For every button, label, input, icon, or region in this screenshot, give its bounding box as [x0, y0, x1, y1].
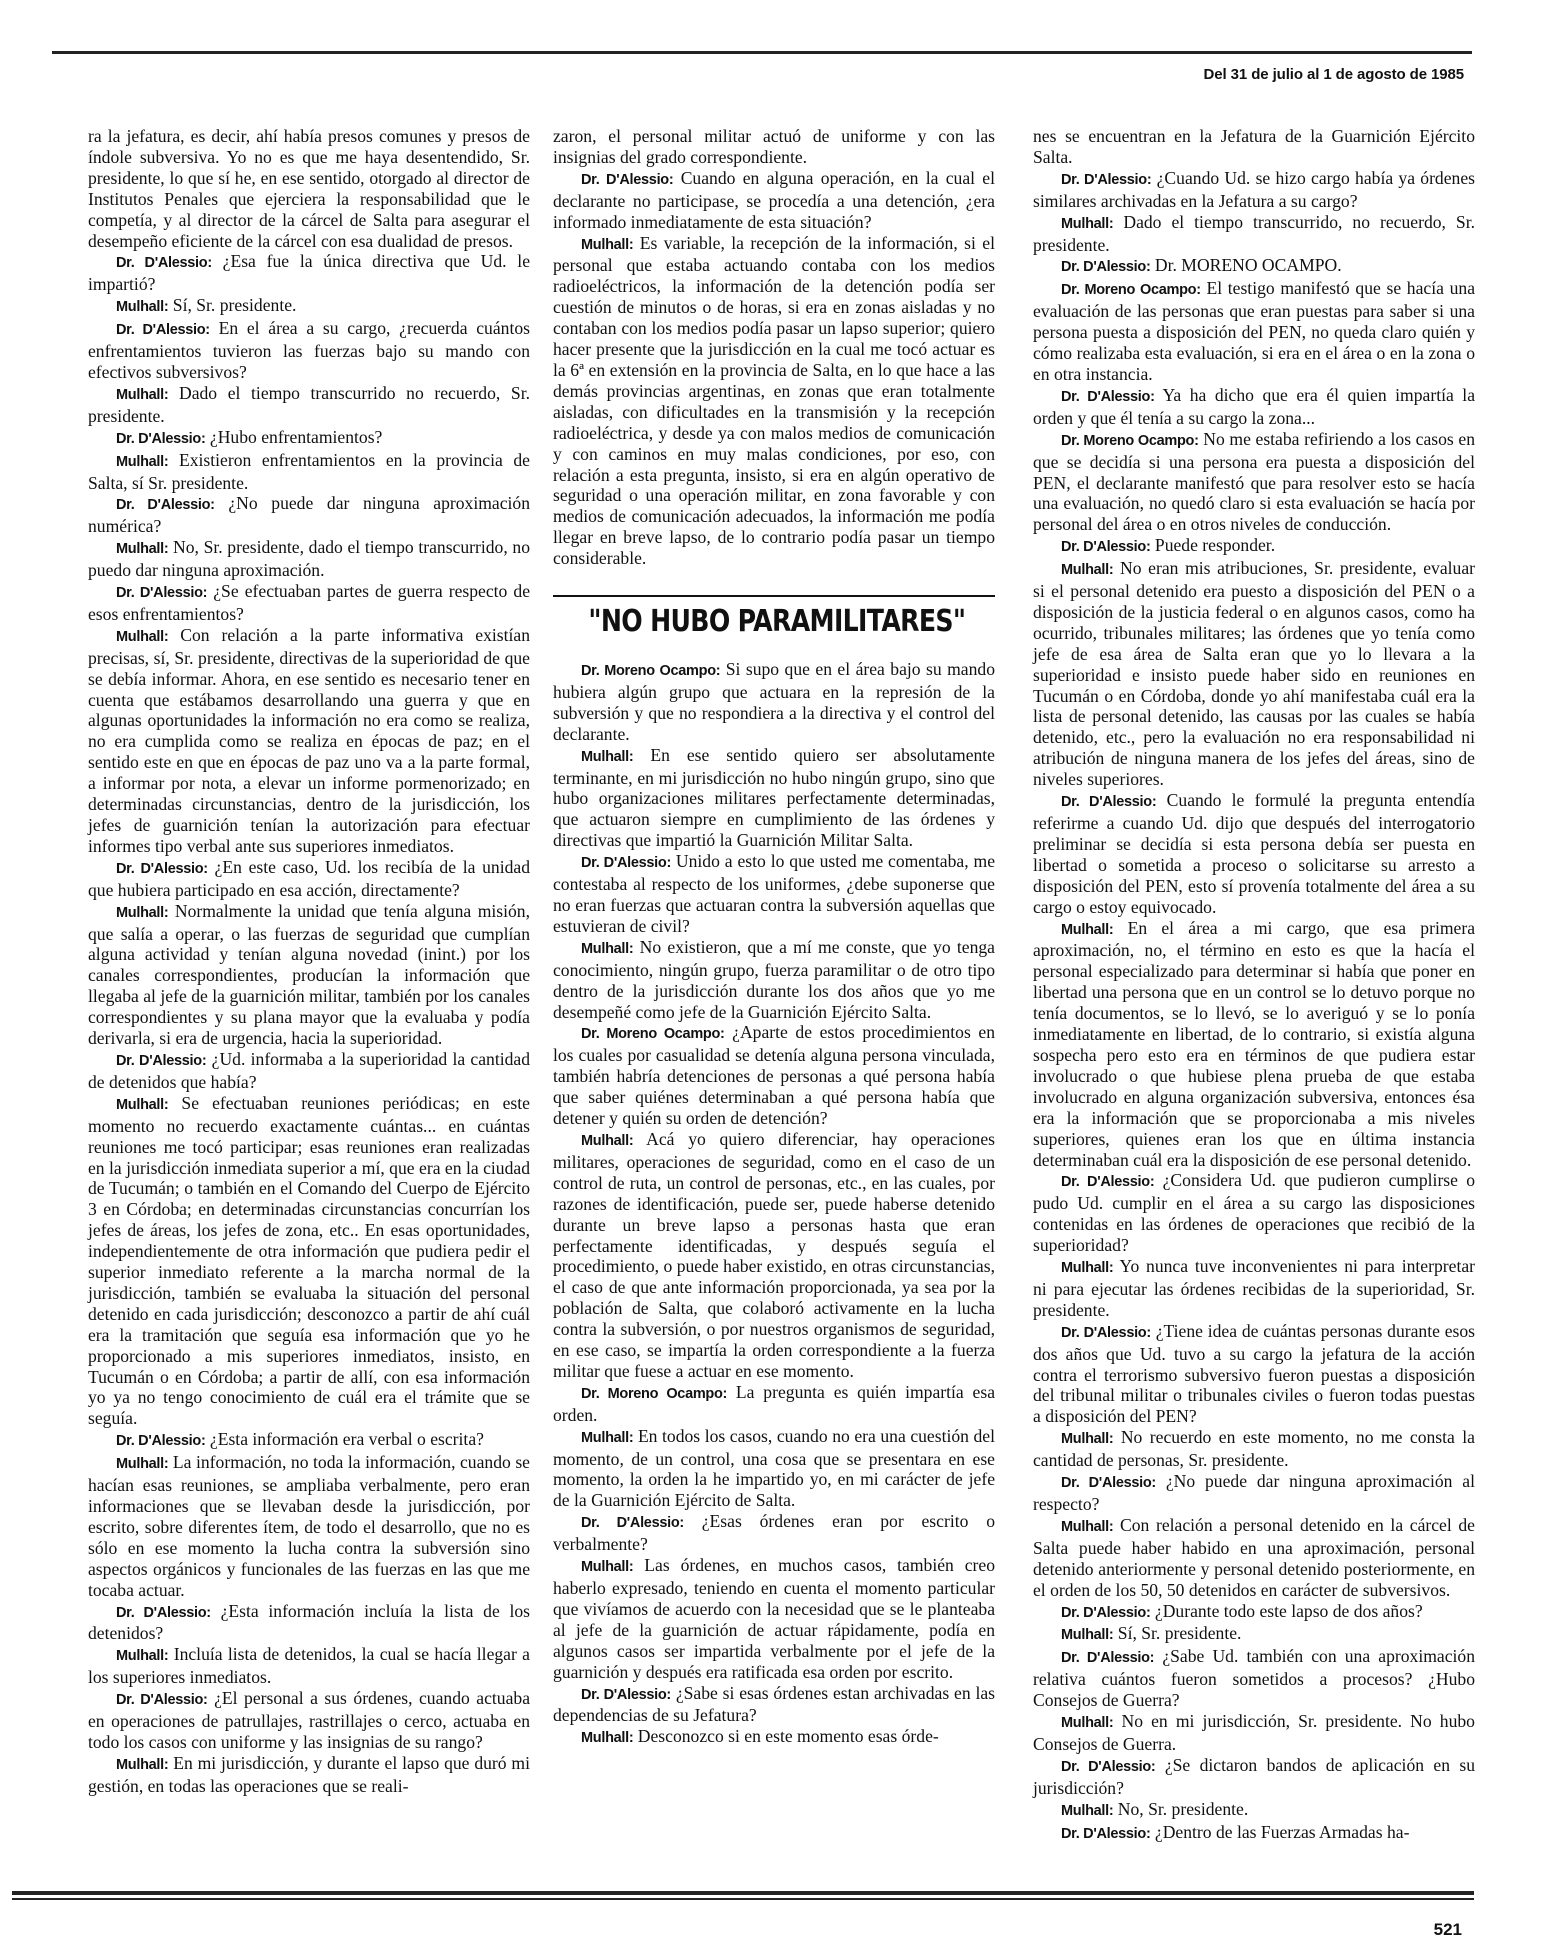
speaker-label: Dr. D'Alessio:: [1061, 539, 1151, 556]
paragraph-text: Sí, Sr. presidente.: [1117, 1623, 1242, 1644]
paragraph-text: ¿El personal a sus órdenes, cuando actuaba en operaciones de patrullajes, rastrillajes o cerco, actuaba en todo los casos con uniforme y las insignias de su rango?: [88, 1688, 531, 1752]
paragraph-text: Ya ha dicho que era él quien impartía la orden y que él tenía a su cargo la zona...: [1033, 384, 1476, 428]
speaker-label: Dr. Moreno Ocampo:: [1061, 432, 1199, 449]
transcript-paragraph: [553, 233, 995, 570]
speaker-label: Mulhall:: [581, 1559, 634, 1576]
paragraph-text: ¿Cuando Ud. se hizo cargo había ya órdenes similares archivadas en la Jefatura a su cargo?: [1033, 167, 1475, 211]
transcript-paragraph: [553, 659, 995, 745]
text-column-1: [88, 126, 530, 1797]
speaker-label: Mulhall:: [581, 1730, 634, 1747]
paragraph-text: Cuando en alguna operación, en la cual el declarante no participase, se procedía a una detención, ¿era informado inmediatamente de esta situación?: [553, 167, 995, 232]
paragraph-text: ¿Considera Ud. que pudieron cumplirse o pudo Ud. cumplir en el área a su cargo las disposiciones contenidas en las órdenes de operaciones que recibió de la superioridad?: [1033, 1170, 1475, 1256]
transcript-paragraph: [553, 168, 995, 233]
transcript-paragraph: [553, 851, 995, 937]
transcript-paragraph: [1033, 1321, 1475, 1428]
speaker-label: Dr. D'Alessio:: [116, 1692, 208, 1709]
paragraph-text: ¿Dentro de las Fuerzas Armadas ha-: [1154, 1821, 1410, 1842]
speaker-label: Mulhall:: [116, 1096, 169, 1113]
speaker-label: Mulhall:: [1061, 1627, 1114, 1644]
paragraph-text: ¿Esa fue la única directiva que Ud. le impartió?: [88, 251, 530, 295]
section-heading-text: "NO HUBO PARAMILITARES": [588, 604, 966, 640]
page-number: 521: [1433, 1920, 1462, 1939]
speaker-label: Dr. D'Alessio:: [116, 322, 210, 339]
transcript-paragraph: [553, 1022, 995, 1129]
transcript-paragraph: [88, 493, 530, 537]
speaker-label: Mulhall:: [581, 1132, 634, 1149]
transcript-paragraph: [1033, 1646, 1475, 1711]
paragraph-text: Se efectuaban reuniones periódicas; en este momento no recuerdo exactamente cuántas... en cuántas reuniones me tocó participar; esas reuniones eran realizadas en la jurisdicción inmediata superior a mí, que era en la ciudad de Tucumán; o también en el Comando del Cuerpo de Ejército 3 en Córdoba; en determinadas circunstancias concurrían los jefes de áreas, los jefes de zona, etc.. En esas oportunidades, independientemente de otra información que pudiera pedir el superior inmediato referente a la marcha normal de la jurisdicción, también se evaluaba la situación del personal detenido en cada jurisdicción; desconozco a partir de ahí cuál era la tramitación que seguía esa información que yo he proporcionado a mis superiores inmediatos, insisto, en Tucumán o en Córdoba; a partir de allí, con esa información yo ya no tengo conocimiento de cuál era el trámite que se seguía.: [88, 1092, 530, 1429]
paragraph-text: Acá yo quiero diferenciar, hay operaciones militares, operaciones de seguridad, como en el caso de un control de ruta, un control de personas, etc., en las cuales, por razones de identificación, puede ser, puede haberse detenido durante un breve lapso a personas hasta que eran perfectamente identificadas, y después seguía el procedimiento, o puede haber existido, en otras circunstancias, el caso de que ante información proporcionada, ya sea por la población de Salta, que colaboró activamente en la lucha contra la subversión, o por nuestros organismos de seguridad, en ese caso, se impartía la orden correspondiente a la fuerza militar que fuese a actuar en ese momento.: [553, 1128, 996, 1381]
speaker-label: Dr. Moreno Ocampo:: [581, 663, 721, 680]
paragraph-text: Existieron enfrentamientos en la provincia de Salta, sí Sr. presidente.: [88, 449, 530, 493]
speaker-label: Mulhall:: [1061, 1431, 1114, 1448]
speaker-label: Mulhall:: [1061, 921, 1114, 938]
transcript-paragraph: [88, 1753, 530, 1797]
speaker-label: Mulhall:: [116, 299, 169, 316]
transcript-paragraph: [1033, 535, 1475, 558]
paragraph-text: En mi jurisdicción, y durante el lapso que duró mi gestión, en todas las operaciones que se reali-: [88, 1752, 530, 1796]
speaker-label: Dr. D'Alessio:: [116, 585, 208, 602]
transcript-paragraph: [88, 1049, 530, 1093]
transcript-paragraph: [1033, 1711, 1475, 1755]
paragraph-text: ¿No puede dar ninguna aproximación numérica?: [88, 493, 530, 537]
paragraph-text: La información, no toda la información, cuando se hacían esas reuniones, se ampliaba verbalmente, pero eran informaciones que se llevaban desde la jurisdicción, por escrito, sobre diferentes ítem, de todo el desarrollo, que no es sólo en ese momento la lucha contra la subversión sino aspectos orgánicos y funcionales de las fuerzas en las que me tocaba actuar.: [88, 1452, 530, 1600]
transcript-paragraph: [1033, 255, 1475, 278]
speaker-label: Mulhall:: [116, 453, 169, 470]
paragraph-text: La pregunta es quién impartía esa orden.: [553, 1381, 996, 1425]
paragraph-text: ¿Ud. informaba a la superioridad la cantidad de detenidos que había?: [88, 1048, 531, 1092]
paragraph-text: Las órdenes, en muchos casos, también creo haberlo expresado, teniendo en cuenta el momento particular que vivíamos de acuerdo con la necesidad que se le planteaba al jefe de la guarnición de actuar rápidamente, podía en algunos casos ser impartida verbalmente por el jefe de la guarnición y después era ratificada esa orden por escrito.: [553, 1555, 995, 1682]
paragraph-text: ¿Hubo enfrentamientos?: [209, 426, 383, 447]
paragraph-text: Puede responder.: [1154, 535, 1276, 556]
paragraph-text: Dr. MORENO OCAMPO.: [1154, 255, 1342, 276]
transcript-paragraph: [88, 581, 530, 625]
paragraph-text: ¿Esta información incluía la lista de los detenidos?: [88, 1600, 531, 1644]
transcript-paragraph: [1033, 1515, 1475, 1601]
transcript-paragraph: [1033, 1755, 1475, 1799]
paragraph-text: En todos los casos, cuando no era una cuestión del momento, de un control, una cosa que se presentara en ese momento, la orden la he impartido yo, en mi carácter de jefe de la Guarnición Ejército de Salta.: [553, 1425, 995, 1511]
transcript-paragraph: [88, 537, 530, 581]
transcript-paragraph: [553, 1382, 995, 1426]
speaker-label: Dr. D'Alessio:: [1061, 1650, 1155, 1667]
paragraph-text: zaron, el personal militar actuó de uniforme y con las insignias del grado correspondiente.: [553, 126, 995, 167]
paragraph-text: Con relación a la parte informativa existían precisas, sí, Sr. presidente, directivas de la superioridad de que se debía informar. Ahora, en ese sentido es necesario tener en cuenta que estábamos desarrollando una guerra y que en algunas oportunidades la información no era como se realiza, no era cumplida como se realiza en épocas de paz; en el sentido este en que en épocas de paz uno va a la parte formal, a informar por nota, a elevar un informe pormenorizado; en determinadas circunstancias, dentro de la jurisdicción, los jefes de guarnición tenían la autorización para efectuar informes tipo verbal ante sus superiores inmediatos.: [88, 624, 530, 856]
transcript-paragraph: [88, 295, 530, 318]
bottom-rule: [12, 1891, 1474, 1895]
speaker-label: Dr. D'Alessio:: [1061, 1604, 1151, 1621]
speaker-label: Mulhall:: [1061, 215, 1114, 232]
speaker-label: Mulhall:: [116, 386, 169, 403]
speaker-label: Mulhall:: [116, 541, 169, 558]
issue-date: Del 31 de julio al 1 de agosto de 1985: [1203, 66, 1464, 83]
speaker-label: Dr. D'Alessio:: [581, 171, 674, 188]
paragraph-text: Sí, Sr. presidente.: [172, 295, 297, 316]
speaker-label: Dr. D'Alessio:: [116, 255, 212, 272]
paragraph-text: En el área a mi cargo, que esa primera aproximación, no, el término en esto es que la hacía el personal especializado para determinar si había que poner en libertad una persona que en un control se lo detuvo porque no tenía documentos, se lo llevó, se lo averiguó y se lo ponía inmediatamente en libertad, de lo contrario, si existía alguna sospecha pero esto era en términos de que pudiera estar involucrado o que hubiese plena prueba de que estaba involucrado en alguna organización subversiva, entonces ésa era la información que se proporcionaba a mis niveles superiores, quienes eran los que en última instancia determinaban cuál era la disposición de ese personal detenido.: [1033, 917, 1475, 1170]
speaker-label: Dr. D'Alessio:: [581, 1515, 684, 1532]
transcript-paragraph: [88, 901, 530, 1049]
bottom-rule-thin: [12, 1898, 1474, 1900]
paragraph-text: ¿Se efectuaban partes de guerra respecto de esos enfrentamientos?: [88, 581, 530, 624]
transcript-paragraph: [1033, 790, 1475, 917]
speaker-label: Dr. D'Alessio:: [1061, 259, 1151, 276]
paragraph-text: Si supo que en el área bajo su mando hubiera algún grupo que actuara en la represión de la subversión y que no respondiera a la directiva y el control del declarante.: [553, 659, 995, 744]
speaker-label: Mulhall:: [116, 628, 169, 645]
paragraph-text: ¿No puede dar ninguna aproximación al respecto?: [1033, 1471, 1476, 1514]
paragraph-text: Incluía lista de detenidos, la cual se hacía llegar a los superiores inmediatos.: [88, 1644, 530, 1688]
transcript-paragraph: [1033, 1799, 1475, 1822]
speaker-label: Mulhall:: [1061, 1518, 1114, 1535]
transcript-paragraph: [1033, 558, 1475, 790]
transcript-paragraph: [1033, 385, 1475, 429]
speaker-label: Mulhall:: [1061, 562, 1114, 579]
transcript-paragraph: [88, 1601, 530, 1645]
transcript-paragraph: [1033, 1427, 1475, 1471]
speaker-label: Dr. D'Alessio:: [1061, 1475, 1156, 1492]
speaker-label: Dr. D'Alessio:: [1061, 1324, 1151, 1341]
speaker-label: Mulhall:: [1061, 1715, 1114, 1732]
speaker-label: Mulhall:: [581, 748, 634, 765]
paragraph-text: No en mi jurisdicción, Sr. presidente. No hubo Consejos de Guerra.: [1033, 1711, 1475, 1754]
transcript-paragraph: [88, 1429, 530, 1452]
speaker-label: Mulhall:: [116, 904, 169, 921]
paragraph-text: ¿Durante todo este lapso de dos años?: [1154, 1600, 1423, 1621]
transcript-paragraph: [553, 126, 995, 168]
speaker-label: Dr. D'Alessio:: [1061, 794, 1157, 811]
speaker-label: Mulhall:: [116, 1648, 169, 1665]
speaker-label: Mulhall:: [1061, 1260, 1114, 1277]
paragraph-text: ¿Se dictaron bandos de aplicación en su jurisdicción?: [1033, 1754, 1475, 1798]
transcript-paragraph: [1033, 1822, 1475, 1845]
paragraph-text: No, Sr. presidente.: [1117, 1798, 1249, 1819]
speaker-label: Mulhall:: [1061, 1802, 1114, 1819]
paragraph-text: nes se encuentran en la Jefatura de la Guarnición Ejército Salta.: [1033, 126, 1475, 167]
paragraph-text: ¿En este caso, Ud. los recibía de la unidad que hubiera participado en esa acción, directamente?: [88, 856, 530, 900]
speaker-label: Dr. D'Alessio:: [116, 860, 208, 877]
transcript-paragraph: [1033, 1601, 1475, 1624]
transcript-paragraph: [88, 625, 530, 857]
speaker-label: Dr. D'Alessio:: [1061, 1825, 1151, 1842]
transcript-paragraph: [88, 1688, 530, 1753]
transcript-paragraph: [1033, 212, 1475, 256]
paragraph-text: El testigo manifestó que se hacía una evaluación de las personas que eran puestas para saber si una persona puesta a disposición del PEN, no queda claro quién y cómo realizaba esta evaluación, si era en el área o en la zona o en otra instancia.: [1033, 278, 1476, 384]
speaker-label: Mulhall:: [581, 236, 634, 253]
section-heading: [553, 595, 995, 641]
transcript-paragraph: [553, 1683, 995, 1727]
transcript-paragraph: [1033, 278, 1475, 385]
paragraph-text: No me estaba refiriendo a los casos en que se decidía si una persona era puesta a disposición del PEN, el declarante manifestó que para resolver esto se hacía una evaluación, no quedó claro si esta evaluación se hacía por personal del área o en otros niveles de conducción.: [1033, 428, 1475, 535]
speaker-label: Dr. Moreno Ocampo:: [1061, 282, 1201, 299]
transcript-paragraph: [88, 1452, 530, 1600]
transcript-paragraph: [88, 383, 530, 427]
paragraph-text: Dado el tiempo transcurrido no recuerdo, Sr. presidente.: [88, 382, 530, 426]
speaker-label: Dr. D'Alessio:: [116, 1433, 206, 1450]
transcript-paragraph: [88, 1644, 530, 1688]
speaker-label: Dr. Moreno Ocampo:: [581, 1026, 725, 1043]
speaker-label: Dr. D'Alessio:: [581, 1686, 671, 1703]
transcript-paragraph: [553, 1426, 995, 1512]
paragraph-text: Yo nunca tuve inconvenientes ni para interpretar ni para ejecutar las órdenes recibidas de la superioridad, Sr. presidente.: [1033, 1256, 1475, 1320]
paragraph-text: Es variable, la recepción de la información, si el personal que estaba actuando contaba con los medios radioeléctricos, la información de la detención podía ser cuestión de minutos o de horas, si era en zonas aisladas y no contaban con los medios podía pasar un lapso superior; quiero hacer presente que la jurisdicción en la cual me tocó actuar es la 6ª en extensión en la provincia de Salta, en lo que hace a las demás provincias argentinas, en zonas que eran totalmente aisladas, con dificultades en la transmisión y la recepción radioeléctrica, y desde ya con malos medios de comunicación y con caminos en muy malas condiciones, por eso, con relación a esta pregunta, insisto, si era en algún operativo de seguridad o una operación militar, en zona favorable y con medios de comunicación adecuados, la información me podía llegar en breve lapso, de lo contrario podía pasar un tiempo considerable.: [553, 232, 995, 569]
transcript-paragraph: [88, 857, 530, 901]
speaker-label: Dr. D'Alessio:: [1061, 171, 1152, 188]
paragraph-text: En ese sentido quiero ser absolutamente terminante, en mi jurisdicción no hubo ningún grupo, sino que hubo organizaciones militares perfectamente determinadas, que actuaron siempre en cumplimiento de las órdenes y directivas que impartió la Guarnición Militar Salta.: [553, 744, 995, 851]
paragraph-text: ¿Tiene idea de cuántas personas durante esos dos años que Ud. tuvo a su cargo la jefatura de la acción contra el terrorismo subversivo fueron puestas a disposición del tribunal militar o tribunales civiles o fueron todas puestas a disposición del PEN?: [1033, 1320, 1475, 1427]
transcript-paragraph: [553, 937, 995, 1023]
transcript-paragraph: [88, 450, 530, 494]
paragraph-text: Dado el tiempo transcurrido, no recuerdo, Sr. presidente.: [1033, 211, 1475, 255]
transcript-paragraph: [88, 318, 530, 383]
speaker-label: Dr. D'Alessio:: [581, 855, 671, 872]
speaker-label: Dr. D'Alessio:: [1061, 388, 1155, 405]
paragraph-text: ra la jefatura, es decir, ahí había presos comunes y presos de índole subversiva. Yo no es que me haya desentendido, Sr. presidente, lo que sí he, en ese sentido, otorgado al director de Institutos Penales que ejerciera la responsabilidad que le competía, y al director de la cárcel de Salta para asegurar el desempeño eficiente de la cárcel con esa dualidad de presos.: [88, 126, 530, 251]
paragraph-text: ¿Sabe si esas órdenes estan archivadas en las dependencias de su Jefatura?: [553, 1682, 996, 1726]
paragraph-text: Desconozco si en este momento esas órde-: [637, 1726, 939, 1747]
speaker-label: Mulhall:: [116, 1756, 169, 1773]
speaker-label: Mulhall:: [581, 1429, 634, 1446]
top-rule: [52, 51, 1472, 54]
speaker-label: Dr. D'Alessio:: [1061, 1758, 1156, 1775]
text-column-2: [553, 126, 995, 1749]
transcript-paragraph: [1033, 168, 1475, 212]
paragraph-text: ¿Sabe Ud. también con una aproximación relativa cuántos fueron sometidos a procesos? ¿Hubo Consejos de Guerra?: [1033, 1646, 1475, 1711]
transcript-paragraph: [1033, 918, 1475, 1171]
transcript-paragraph: [1033, 126, 1475, 168]
paragraph-text: Unido a esto lo que usted me comentaba, me contestaba al respecto de los uniformes, ¿debe suponerse que no eran fuerzas que actuaran contra la subversión aquellas que estuvieran de civil?: [553, 851, 996, 936]
speaker-label: Mulhall:: [581, 940, 634, 957]
transcript-paragraph: [1033, 1471, 1475, 1515]
transcript-paragraph: [553, 745, 995, 852]
paragraph-text: ¿Esta información era verbal o escrita?: [209, 1429, 484, 1450]
speaker-label: Dr. D'Alessio:: [1061, 1174, 1155, 1191]
paragraph-text: No eran mis atribuciones, Sr. presidente, evaluar si el personal detenido era puesto a disposición del PEN o a disposición de la justicia federal o en algunos casos, como ha ocurrido, tribunales militares; las órdenes que yo tenía como jefe de esa área de Salta eran que yo lo llevara a la superioridad e insisto puede haber sido en reuniones en Tucumán o en Córdoba, donde yo ahí manifestaba cuál era la lista de personal detenido, las causas por las cuales se había detenido, etc., pero la evaluación no era responsabilidad ni atribución de ninguna manera de los jefes del áreas, sino de niveles superiores.: [1033, 558, 1475, 790]
paragraph-text: Cuando le formulé la pregunta entendía referirme a cuando Ud. dijo que después del interrogatorio preliminar se decidía si esta persona debía ser puesta en libertad o sometida a proceso o solicitarse su arresto a disposición del PEN, esto sí provenía totalmente del área a su cargo o estoy equivocado.: [1033, 790, 1475, 917]
transcript-paragraph: [553, 1129, 995, 1382]
paragraph-text: Con relación a personal detenido en la cárcel de Salta puede haber habido en una aproximación, personal detenido anteriormente y personal detenido posteriormente, en el orden de los 50, 50 detenidos en carácter de subversivos.: [1033, 1514, 1475, 1600]
transcript-paragraph: [88, 427, 530, 450]
speaker-label: Dr. D'Alessio:: [116, 497, 215, 514]
transcript-paragraph: [553, 1726, 995, 1749]
paragraph-text: No existieron, que a mí me conste, que yo tenga conocimiento, ningún grupo, fuerza paramilitar o de otro tipo dentro de la jurisdicción durante los dos años que yo me desempeñé como jefe de la Guarnición Ejército Salta.: [553, 936, 995, 1022]
paragraph-text: ¿Aparte de estos procedimientos en los cuales por casualidad se detenía alguna persona vinculada, también habría detenciones de personas a qué persona había que saber quiénes determinaban a qué persona había que detener y quién su orden de detención?: [553, 1022, 995, 1129]
paragraph-text: ¿Esas órdenes eran por escrito o verbalmente?: [553, 1511, 996, 1555]
speaker-label: Dr. D'Alessio:: [116, 1604, 211, 1621]
transcript-paragraph: [553, 1555, 995, 1682]
speaker-label: Dr. Moreno Ocampo:: [581, 1385, 728, 1402]
paragraph-text: No, Sr. presidente, dado el tiempo transcurrido, no puedo dar ninguna aproximación.: [88, 537, 530, 581]
transcript-paragraph: [88, 1093, 530, 1430]
speaker-label: Dr. D'Alessio:: [116, 430, 206, 447]
paragraph-text: No recuerdo en este momento, no me consta la cantidad de personas, Sr. presidente.: [1033, 1427, 1475, 1471]
transcript-paragraph: [88, 251, 530, 295]
text-column-3: [1033, 126, 1475, 1845]
transcript-paragraph: [1033, 1170, 1475, 1256]
transcript-paragraph: [1033, 1623, 1475, 1646]
paragraph-text: En el área a su cargo, ¿recuerda cuántos enfrentamientos tuvieron las fuerzas bajo su mando con efectivos subversivos?: [88, 318, 530, 382]
transcript-paragraph: [1033, 429, 1475, 536]
speaker-label: Mulhall:: [116, 1456, 169, 1473]
paragraph-text: Normalmente la unidad que tenía alguna misión, que salía a operar, o las fuerzas de seguridad que cumplían alguna actividad y tenían alguna novedad (inint.) por los canales correspondientes, producían la información que llegaba al jefe de la guarnición militar, también por los canales correspondientes y su plana mayor que la evaluaba y podía derivarla, si era de urgencia, hacia la superioridad.: [88, 900, 531, 1049]
transcript-paragraph: [88, 126, 530, 251]
transcript-paragraph: [1033, 1256, 1475, 1321]
heading-rule: [553, 595, 995, 597]
speaker-label: Dr. D'Alessio:: [116, 1052, 207, 1069]
transcript-paragraph: [553, 1511, 995, 1555]
